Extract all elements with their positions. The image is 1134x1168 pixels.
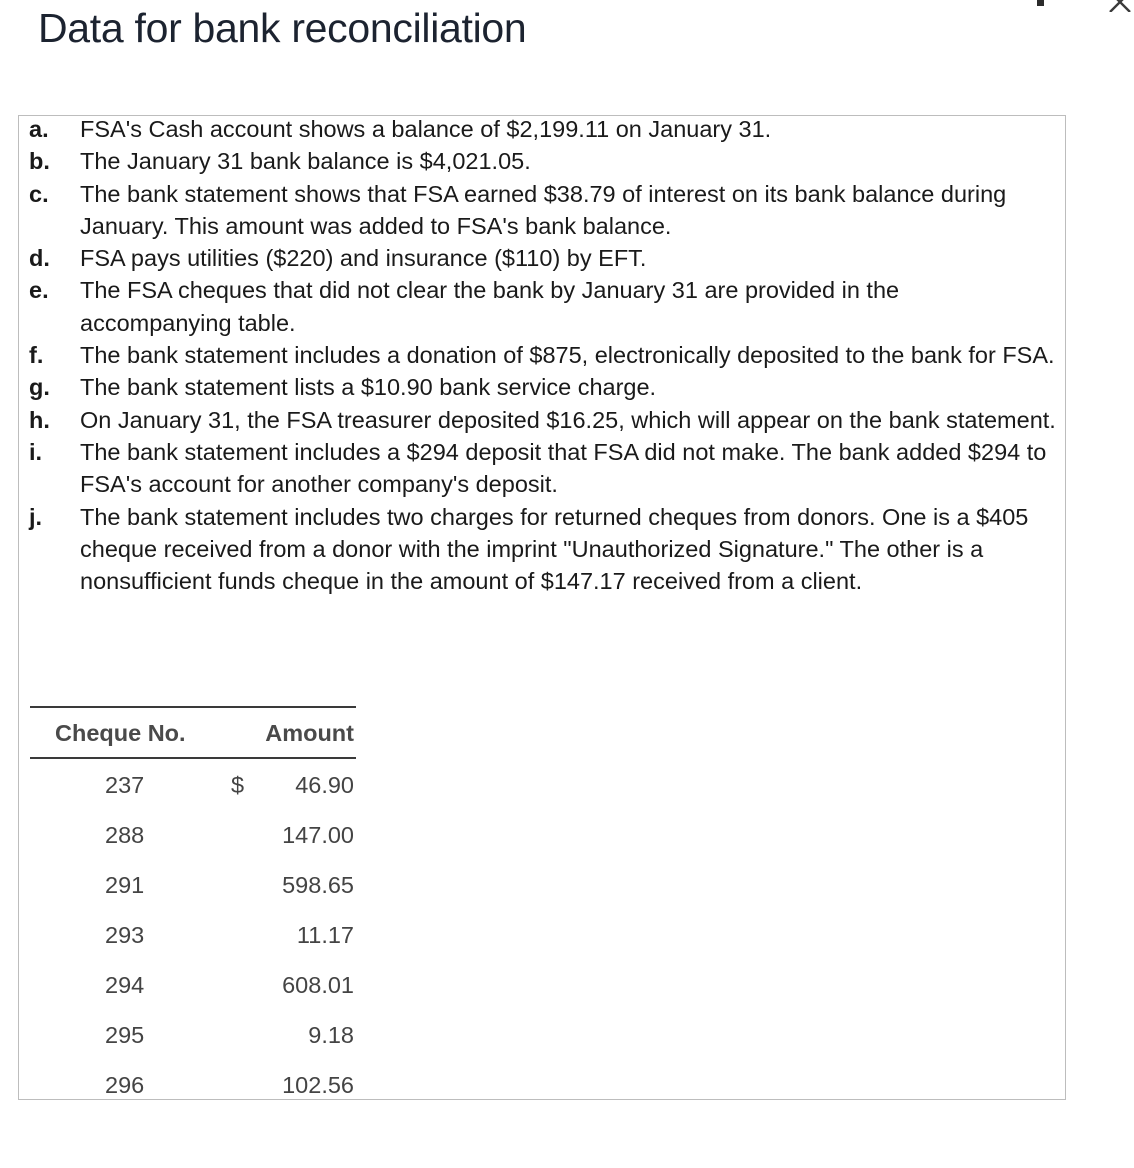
item-text: The bank statement includes two charges for returned cheques from donors. One is a $405 cheque received from a donor with the imprint "Unauthorized Signature." The other is a nonsufficient funds cheque in the amount of $147.17 received from a client. <box>80 503 1029 595</box>
data-list <box>19 115 1063 597</box>
item-letter: g. <box>29 374 50 401</box>
list-item-g <box>19 371 1063 403</box>
item-text: The bank statement lists a $10.90 bank service charge. <box>80 374 657 401</box>
cheque-amount: 598.65 <box>282 872 354 898</box>
item-letter: h. <box>29 406 50 433</box>
currency-symbol: $ <box>231 772 245 798</box>
cheque-number: 237 <box>105 772 145 798</box>
cheque-number: 295 <box>105 1022 145 1048</box>
item-letter: c. <box>29 180 49 207</box>
cheque-number: 296 <box>105 1072 145 1098</box>
column-header-cheque-no: Cheque No. <box>55 720 186 746</box>
table-top-rule <box>30 706 356 708</box>
item-letter: b. <box>29 148 50 175</box>
reconciliation-data-panel <box>18 115 1066 1100</box>
table-row <box>30 1072 356 1100</box>
cheque-number: 291 <box>105 872 145 898</box>
close-icon[interactable] <box>1100 0 1134 12</box>
item-letter: a. <box>29 116 49 142</box>
item-text: The January 31 bank balance is $4,021.05. <box>80 148 531 175</box>
list-item-j <box>19 501 1063 598</box>
table-row <box>30 872 356 922</box>
list-item-e <box>19 274 1063 339</box>
cheque-number: 294 <box>105 972 145 998</box>
table-body <box>30 772 356 1100</box>
cheque-amount: 147.00 <box>282 822 354 848</box>
cheque-amount: 608.01 <box>282 972 354 998</box>
item-text: The bank statement shows that FSA earned $38.79 of interest on its bank balance during January. This amount was added to FSA's bank balance. <box>80 180 1007 239</box>
list-item-d <box>19 242 1063 274</box>
cheque-amount: 102.56 <box>282 1072 354 1098</box>
cheque-amount: 9.18 <box>308 1022 354 1048</box>
page-title: Data for bank reconciliation <box>38 5 527 51</box>
item-letter: e. <box>29 277 49 304</box>
cheque-amount: 46.90 <box>295 772 354 798</box>
list-item-b <box>19 145 1063 177</box>
table-row <box>30 822 356 872</box>
list-item-i <box>19 436 1063 501</box>
item-text: On January 31, the FSA treasurer deposited $16.25, which will appear on the bank statement. <box>80 406 1056 433</box>
item-text: FSA's Cash account shows a balance of $2,199.11 on January 31. <box>80 116 772 142</box>
table-row <box>30 972 356 1022</box>
table-row <box>30 1022 356 1072</box>
list-item-a <box>19 115 1063 145</box>
item-text: The bank statement includes a $294 deposit that FSA did not make. The bank added $294 to FSA's account for another company's deposit. <box>80 438 1047 498</box>
window-controls <box>1024 0 1134 20</box>
list-item-f <box>19 339 1063 371</box>
cheque-number: 293 <box>105 922 145 948</box>
column-header-amount: Amount <box>265 720 354 746</box>
item-text: The FSA cheques that did not clear the bank by January 31 are provided in the accompanying table. <box>80 277 900 336</box>
list-item-h <box>19 404 1063 436</box>
item-letter: d. <box>29 245 50 272</box>
item-text: The bank statement includes a donation of $875, electronically deposited to the bank for FSA. <box>80 342 1055 369</box>
table-header-rule <box>30 757 356 759</box>
minimize-icon[interactable] <box>1024 0 1044 6</box>
item-letter: j. <box>29 503 43 530</box>
item-letter: i. <box>29 438 43 465</box>
table-row <box>30 772 356 822</box>
cheque-number: 288 <box>105 822 145 848</box>
table-row <box>30 922 356 972</box>
item-text: FSA pays utilities ($220) and insurance ($110) by EFT. <box>80 245 647 272</box>
list-item-c <box>19 178 1063 243</box>
item-letter: f. <box>29 342 44 369</box>
cheque-amount: 11.17 <box>296 922 354 948</box>
